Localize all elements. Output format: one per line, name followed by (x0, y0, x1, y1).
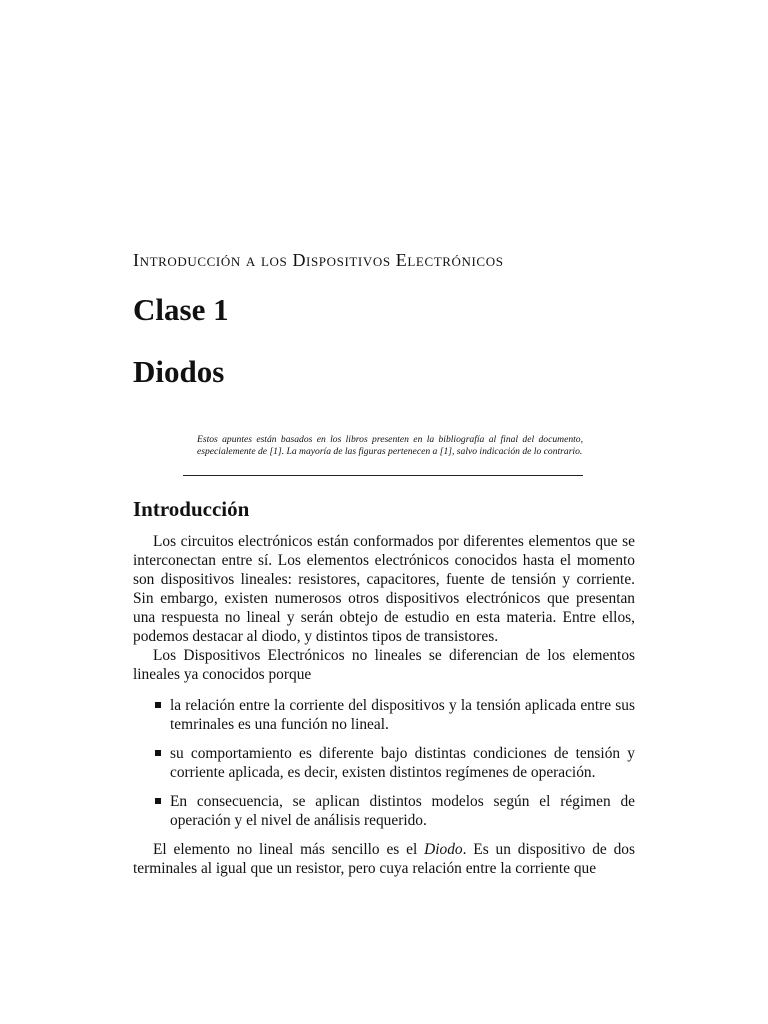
emphasized-term: Diodo (424, 841, 463, 858)
source-note: Estos apuntes están basados en los libros presenten en la bibliografía al final del documento, especialemente de [1]. La mayoría de las figuras pertenecen a [1], salvo indicación de lo contrario. (197, 434, 583, 457)
list-item (170, 792, 635, 830)
paragraph (133, 840, 635, 878)
bullet-list (133, 696, 635, 830)
list-item-text: En consecuencia, se aplican distintos modelos según el régimen de operación y el nivel de análisis requerido. (170, 793, 635, 829)
paragraph: Los Dispositivos Electrónicos no lineales se diferencian de los elementos lineales ya conocidos porque (133, 647, 635, 683)
square-bullet-icon (155, 798, 161, 804)
square-bullet-icon (155, 702, 161, 708)
paragraph-text: El elemento no lineal más sencillo es el (153, 841, 425, 858)
list-item (170, 696, 635, 734)
list-item (170, 744, 635, 782)
paragraph-text: . Es un dispositivo de dos terminales al igual que un resistor, pero cuya relación entre la corriente que (133, 841, 635, 877)
section-title: Introducción (133, 497, 250, 521)
paragraph: Los circuitos electrónicos están conformados por diferentes elementos que se interconectan entre sí. Los elementos electrónicos conocidos hasta el momento son dispositivos lineales: resistores, capacitores, fuente de tensión y corriente. Sin embargo, existen numerosos otros dispositivos electrónicos que presentan una respuesta no lineal y serán obtejo de estudio en esta materia. Entre ellos, podemos destacar al diodo, y distintos tipos de transistores. (133, 533, 635, 645)
square-bullet-icon (155, 750, 161, 756)
list-item-text: la relación entre la corriente del dispositivos y la tensión aplicada entre sus temrinales es una función no lineal. (170, 697, 635, 733)
list-item-text: su comportamiento es diferente bajo distintas condiciones de tensión y corriente aplicada, es decir, existen distintos regímenes de operación. (170, 745, 635, 781)
body-text (133, 532, 635, 878)
course-title: Introducción a los Dispositivos Electrónicos (133, 250, 504, 270)
main-title: Diodos (133, 354, 225, 389)
class-title: Clase 1 (133, 292, 229, 327)
note-divider (183, 475, 583, 476)
